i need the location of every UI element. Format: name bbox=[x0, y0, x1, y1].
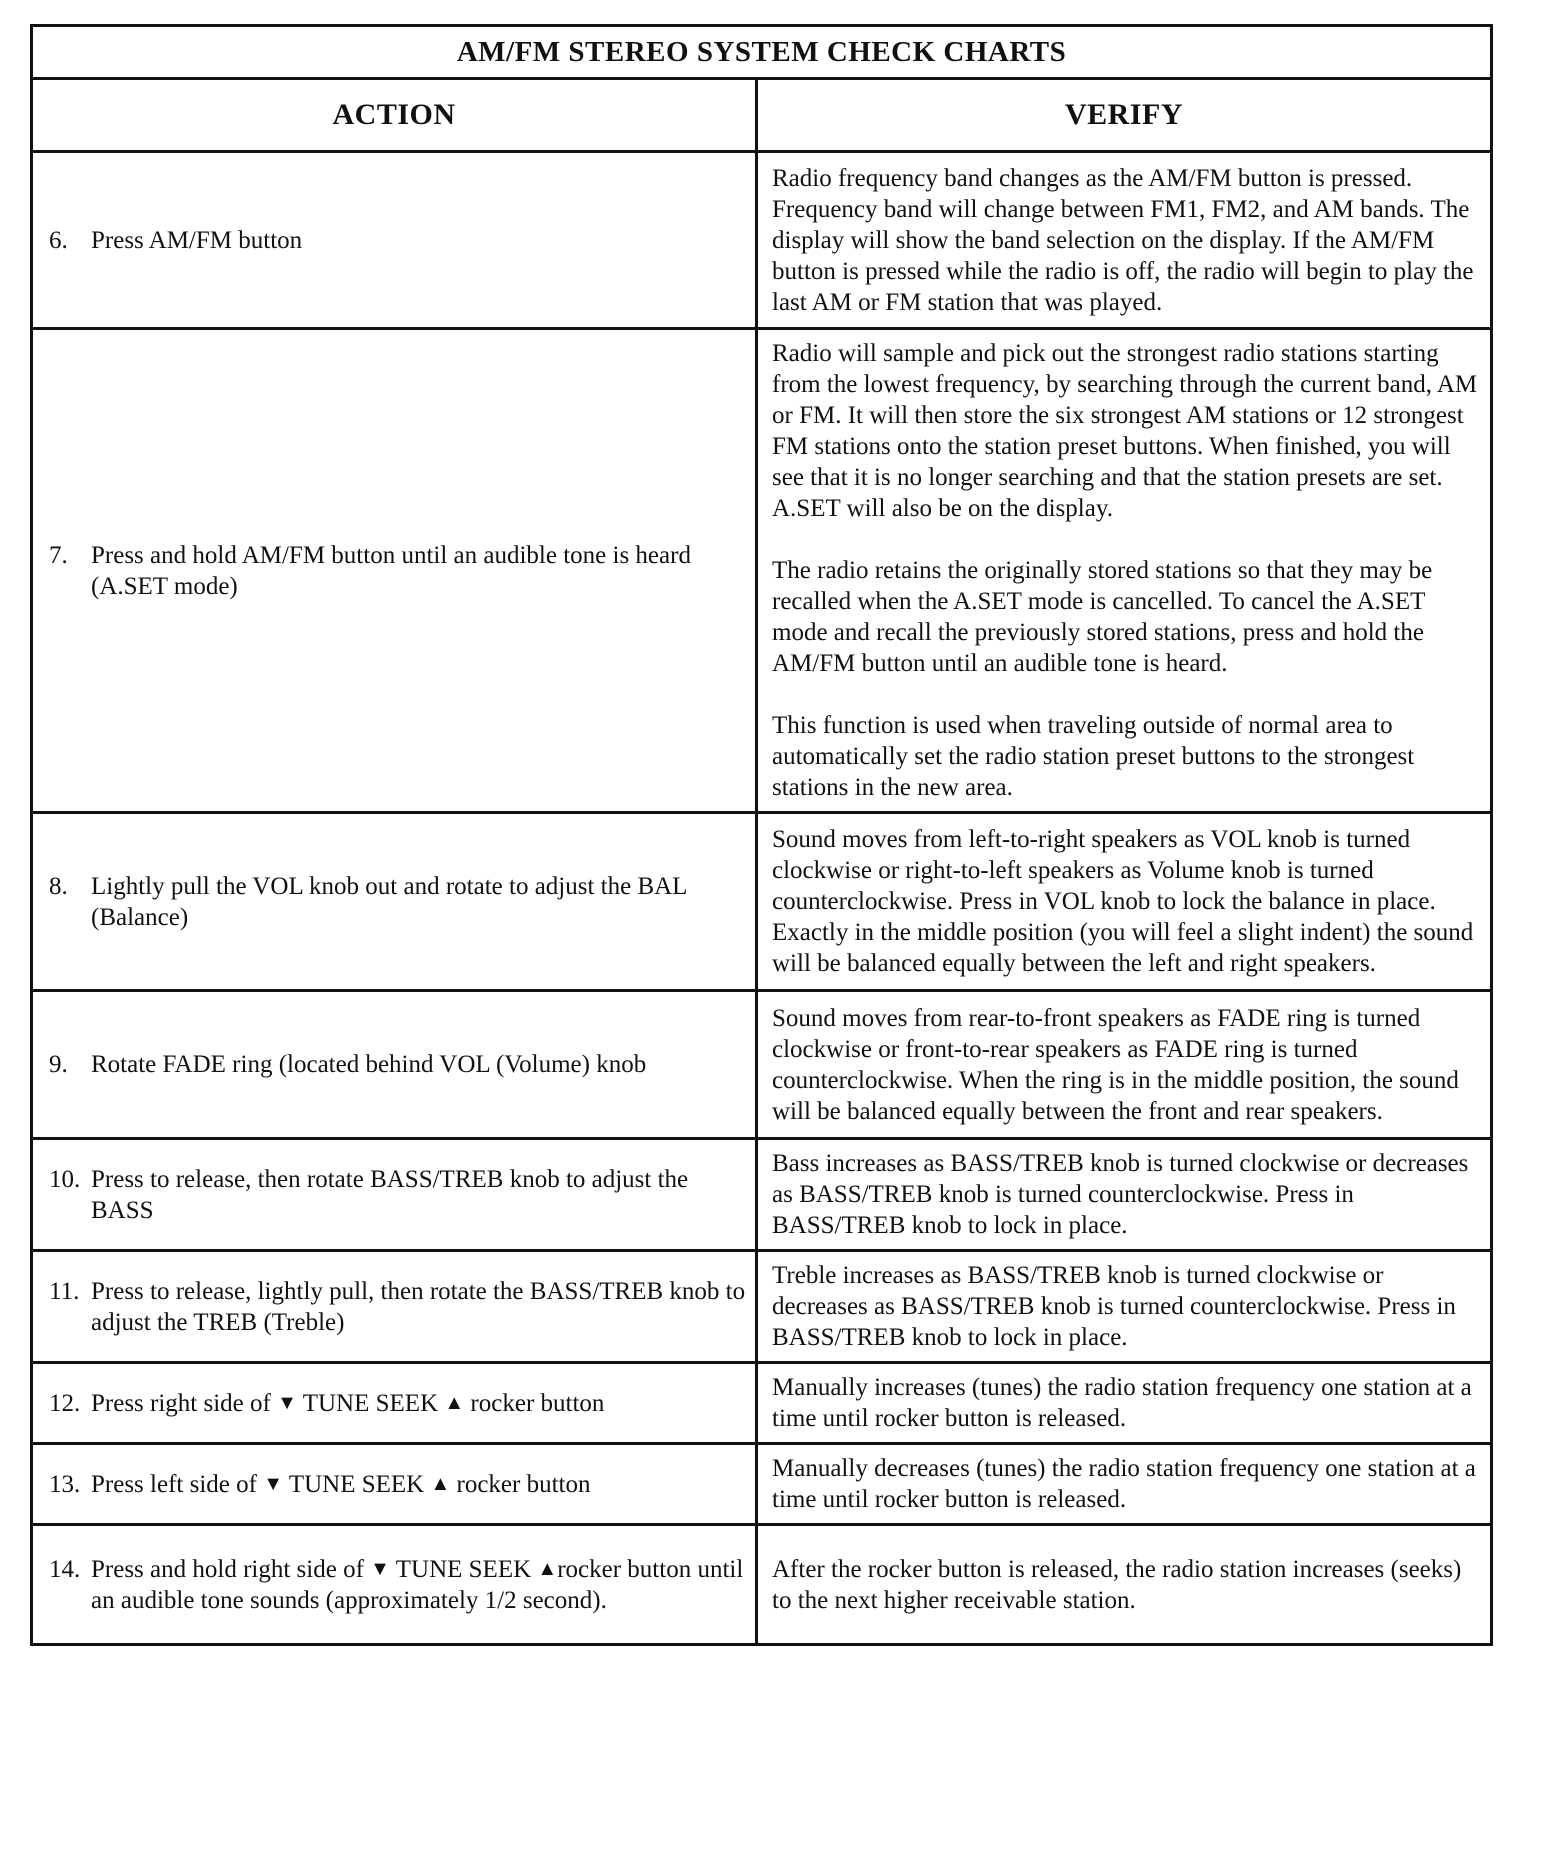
tune-seek-label: TUNE SEEK bbox=[302, 1389, 439, 1417]
step-number: 9. bbox=[49, 1051, 68, 1078]
verify-text: This function is used when traveling outside of normal area to automatically set the radio station preset buttons to the strongest stations in the new area. bbox=[772, 712, 1415, 801]
verify-cell bbox=[757, 1139, 1492, 1251]
up-triangle-icon: ▲ bbox=[430, 1472, 451, 1495]
up-triangle-icon: ▲ bbox=[537, 1557, 558, 1580]
chart-title: AM/FM STEREO SYSTEM CHECK CHARTS bbox=[32, 26, 1492, 79]
step-number: 10. bbox=[49, 1165, 81, 1193]
tune-seek-label: TUNE SEEK bbox=[395, 1555, 532, 1583]
verify-text: Treble increases as BASS/TREB knob is turned clockwise or decreases as BASS/TREB knob is turned counterclockwise. Press in BASS/TREB knob to lock in place. bbox=[772, 1262, 1456, 1351]
action-cell bbox=[32, 1139, 757, 1251]
step-action-pre: Press and hold right side of bbox=[91, 1555, 364, 1583]
up-triangle-icon: ▲ bbox=[444, 1391, 465, 1414]
verify-text: The radio retains the originally stored stations so that they may be recalled when the A.SET mode is cancelled. To cancel the A.SET mode and recall the previously stored stations, press and hold the AM/FM button until an audible tone is heard. bbox=[772, 557, 1433, 677]
tune-seek-label: TUNE SEEK bbox=[288, 1470, 425, 1498]
verify-text: Radio frequency band changes as the AM/FM button is pressed. Frequency band will change between FM1, FM2, and AM bands. The display will show the band selection on the display. If the AM/FM button is pressed while the radio is off, the radio will begin to play the last AM or FM station that was played. bbox=[772, 164, 1474, 316]
check-chart-page bbox=[30, 24, 1490, 1646]
step-number: 14. bbox=[49, 1555, 81, 1583]
step-action-post: rocker button bbox=[470, 1389, 605, 1417]
table-row bbox=[32, 1363, 1492, 1444]
step-action: Press AM/FM button bbox=[91, 226, 303, 254]
step-action: Press to release, then rotate BASS/TREB knob to adjust the BASS bbox=[91, 1165, 689, 1224]
step-number: 6. bbox=[49, 226, 68, 254]
verify-cell bbox=[757, 1525, 1492, 1645]
verify-cell bbox=[757, 329, 1492, 813]
step-number: 7. bbox=[49, 541, 68, 569]
verify-cell bbox=[757, 991, 1492, 1139]
verify-header: VERIFY bbox=[757, 79, 1492, 152]
down-triangle-icon: ▼ bbox=[370, 1557, 390, 1580]
action-header: ACTION bbox=[32, 79, 757, 152]
down-triangle-icon: ▼ bbox=[277, 1391, 297, 1414]
verify-cell bbox=[757, 152, 1492, 329]
step-action-post: rocker button until an audible tone sounds (approximately 1/2 second). bbox=[91, 1555, 744, 1614]
verify-cell bbox=[757, 813, 1492, 991]
verify-cell bbox=[757, 1251, 1492, 1363]
action-cell bbox=[32, 152, 757, 329]
step-number: 8. bbox=[49, 872, 68, 900]
header-row bbox=[32, 79, 1492, 152]
step-action: Press to release, lightly pull, then rotate the BASS/TREB knob to adjust the TREB (Treble) bbox=[91, 1277, 746, 1336]
table-row bbox=[32, 152, 1492, 329]
check-chart-table bbox=[30, 24, 1493, 1646]
step-action-pre: Press left side of bbox=[91, 1470, 257, 1498]
table-row bbox=[32, 1139, 1492, 1251]
table-row bbox=[32, 1525, 1492, 1645]
verify-text: After the rocker button is released, the radio station increases (seeks) to the next higher receivable station. bbox=[772, 1555, 1462, 1614]
action-cell bbox=[32, 1363, 757, 1444]
step-number: 11. bbox=[49, 1277, 80, 1305]
table-row bbox=[32, 991, 1492, 1139]
verify-text: Radio will sample and pick out the strongest radio stations starting from the lowest frequency, by searching through the current band, AM or FM. It will then store the six strongest AM stations or 12 strongest FM stations onto the station preset buttons. When finished, you will see that it is no longer searching and that the station presets are set. A.SET will also be on the display. bbox=[772, 340, 1478, 522]
table-row bbox=[32, 1251, 1492, 1363]
step-action: Lightly pull the VOL knob out and rotate to adjust the BAL (Balance) bbox=[91, 872, 687, 931]
verify-text: Sound moves from rear-to-front speakers as FADE ring is turned clockwise or front-to-rear speakers as FADE ring is turned counterclockwise. When the ring is in the middle position, the sound will be balanced equally between the front and rear speakers. bbox=[772, 1004, 1459, 1125]
step-action-post: rocker button bbox=[456, 1470, 591, 1498]
action-cell bbox=[32, 1525, 757, 1645]
verify-text: Manually increases (tunes) the radio station frequency one station at a time until rocker button is released. bbox=[772, 1374, 1472, 1432]
action-cell bbox=[32, 813, 757, 991]
step-action bbox=[91, 1554, 747, 1616]
table-row bbox=[32, 1444, 1492, 1525]
table-row bbox=[32, 329, 1492, 813]
step-action bbox=[91, 1469, 747, 1500]
step-action: Rotate FADE ring (located behind VOL (Volume) knob bbox=[91, 1051, 647, 1078]
step-number: 12. bbox=[49, 1389, 81, 1417]
verify-cell bbox=[757, 1363, 1492, 1444]
action-cell bbox=[32, 991, 757, 1139]
step-action-pre: Press right side of bbox=[91, 1389, 271, 1417]
action-cell bbox=[32, 1251, 757, 1363]
step-action: Press and hold AM/FM button until an audible tone is heard (A.SET mode) bbox=[91, 541, 691, 600]
verify-cell bbox=[757, 1444, 1492, 1525]
action-cell bbox=[32, 329, 757, 813]
step-number: 13. bbox=[49, 1470, 81, 1498]
title-row bbox=[32, 26, 1492, 79]
table-row bbox=[32, 813, 1492, 991]
verify-text: Bass increases as BASS/TREB knob is turned clockwise or decreases as BASS/TREB knob is turned counterclockwise. Press in BASS/TREB knob to lock in place. bbox=[772, 1150, 1469, 1239]
verify-text: Manually decreases (tunes) the radio station frequency one station at a time until rocker button is released. bbox=[772, 1455, 1476, 1513]
down-triangle-icon: ▼ bbox=[263, 1472, 283, 1495]
verify-text: Sound moves from left-to-right speakers as VOL knob is turned clockwise or right-to-left speakers as Volume knob is turned counterclockwise. Press in VOL knob to lock the balance in place. Exactly in the middle position (you will feel a slight indent) the sound will be balanced equally between the left and right speakers. bbox=[772, 826, 1474, 977]
action-cell bbox=[32, 1444, 757, 1525]
step-action bbox=[91, 1388, 747, 1419]
